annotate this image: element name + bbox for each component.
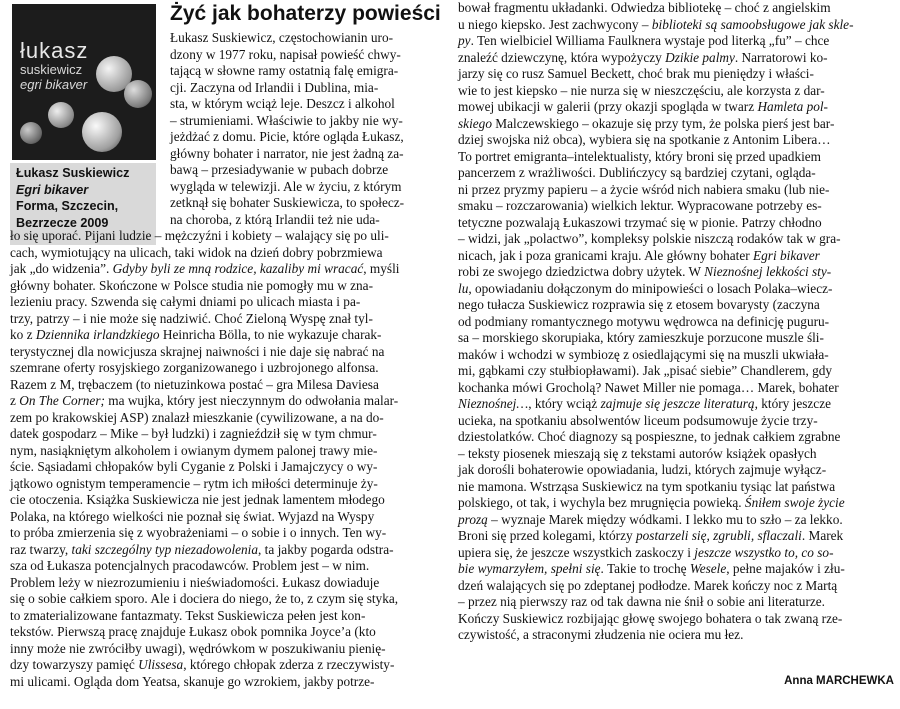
- text-line: nego tułacza Suskiewicz rozprawia się z etosem bovarysty (zaczyna: [458, 297, 820, 312]
- text-line: z On The Corner; ma wujka, który jest nieczynnym do odwołania malar-: [10, 393, 399, 408]
- text-line: zetknął się bohater Suskiewicza, to społecz-: [170, 195, 405, 210]
- text-line: py. Ten wielbiciel Williama Faulknera wystaje pod literką „fu” – chce: [458, 33, 830, 48]
- text-line: sa – morskiego skorupiaka, który zamieszkuje porzucone muszle śli-: [458, 330, 824, 345]
- text-line: główny bohater. Skończone w Polsce studia nie pomogły mu w zna-: [10, 277, 374, 293]
- text-line: Problem leży w niezrozumieniu i nieświadomości. Łukasz dowiaduje: [10, 574, 380, 590]
- text-line: Polaka, na którego wielkości nie poznał się świat. Wyjazd na Wyspy: [10, 508, 375, 524]
- text-line: cji. Zaczyna od Irlandii i Dublina, mia-: [170, 79, 379, 95]
- text-line: Broni się przed kolegami, którzy postarzeli się, zgrubli, sflaczali. Marek: [458, 528, 844, 543]
- text-line: znaleźć dziewczynę, która wypożyczy Dzikie palmy. Narratorowi ko-: [458, 49, 828, 65]
- text-line: upiera się, że jeszcze wszystkich zaskoczy i jeszcze wszystko to, co so-: [458, 544, 834, 560]
- text-line: na choroba, z którą Irlandii też nie uda-: [170, 211, 380, 227]
- text-line: jak dorośli bohaterowie opowiadania, ludzi, których zajmuje wyłącz-: [458, 462, 827, 477]
- article-column-1-upper: [170, 30, 448, 228]
- text-line: Łukasz Suskiewicz, częstochowianin uro-: [170, 30, 394, 45]
- text-line: nie mamona. Wstrząsa Suskiewicz na tym spotkaniu tysiąc lat państwa: [458, 478, 836, 494]
- caption-place-year: Bezrzecze 2009: [16, 215, 109, 230]
- caption-book-title: Egri bikaver: [16, 182, 89, 197]
- text-line: zem po krakowskiej ASP) znalazł mieszkanie (cywilizowane, a na do-: [10, 409, 384, 425]
- text-line: robi ze swojego dziedzictwa dobry użytek. W Nieznośnej lekkości sty-: [458, 264, 832, 279]
- text-line: mowej ubikacji w galerii (przy okazji spogląda w twarz Hamleta pol-: [458, 99, 828, 114]
- text-line: od podmiany romantycznego motywu wędrowca na definicję puguru-: [458, 313, 830, 329]
- author-signature: Anna MARCHEWKA: [784, 675, 894, 687]
- text-line: datek gospodarz – Mike – był ludzki) i zagnieździł się w tym chmur-: [10, 426, 377, 441]
- text-line: – strumieniami. Właściwie to jakby nie wy-: [170, 112, 403, 128]
- text-line: wygląda w telewizji. Ale w życiu, z którym: [170, 178, 402, 194]
- text-line: polskiego, ot tak, i wychyla bez mrugnięcia powieką. Śniłem swoje życie: [458, 495, 845, 510]
- text-line: bawą – przesiadywanie w pubach dobrze: [170, 162, 389, 177]
- text-line: – widzi, jak „polactwo”, kompleksy polskie niszczą rodaków tak w gra-: [458, 231, 841, 246]
- article-title: Żyć jak bohaterzy powieści: [170, 2, 441, 25]
- text-line: cach, wymiotujący na ulicach, taki widok na dzień dobry pobrzmiewa: [10, 244, 383, 260]
- text-line: dzony w 1977 roku, napisał powieść chwy-: [170, 46, 401, 62]
- text-line: czywistość, a straconymi złudzenia nie ociera mu łez.: [458, 627, 744, 642]
- text-line: cie otoczenia. Książka Suskiewicza nie jest jednak lamentem młodego: [10, 492, 385, 507]
- text-line: Nieznośnej…, który wciąż zajmuje się jeszcze literaturą, który jeszcze: [458, 396, 831, 411]
- text-line: bował fragmentu układanki. Odwiedza bibliotekę – choć z angielskim: [458, 0, 831, 15]
- text-line: – przez nią pierwszy raz od tak dawna nie śnił o sobie ani literaturze.: [458, 594, 825, 609]
- text-line: wie to jest kiepsko – nie nurza się w nieszczęściu, ale korzysta z dar-: [458, 82, 825, 98]
- cover-author-last: suskiewicz: [20, 62, 83, 77]
- cover-book-title: egri bikaver: [20, 77, 88, 92]
- billiard-ball-image: [124, 80, 152, 108]
- article-column-1-lower: [10, 228, 448, 690]
- text-line: Kończy Suskiewicz rozbijając głowę swojego bohatera o tak zwaną rze-: [458, 610, 843, 626]
- text-line: jak „do widzenia”. Gdyby byli ze mną rodzice, kazaliby mi wracać, myśli: [10, 261, 400, 276]
- text-line: lezieniu pracy. Szwenda się całymi dniami po ulicach miasta i pa-: [10, 294, 361, 309]
- text-line: Razem z M, trębaczem (to nietuzinkowa postać – gra Milesa Daviesa: [10, 376, 379, 392]
- text-line: ni przez pryzmy papieru – a życie wśród nich nabiera smaku (lub nie-: [458, 181, 830, 197]
- text-line: jarzy się co rusz Samuel Beckett, choć brak mu pieniędzy i właści-: [458, 66, 814, 81]
- text-line: mi, gąbkami czy stułbiopławami). Jak „pisać siebie” Chandlerem, gdy: [458, 363, 833, 378]
- text-line: dziej swojska niż obca), wybiera się na spotkanie z Antonim Libera…: [458, 132, 831, 147]
- text-line: dziestolatków. Choć diagnozy są pospieszne, to jednak całkiem zgrabne: [458, 429, 841, 444]
- text-line: nym, nasiąkniętym alkoholem i owianym dymem palonej trawy mie-: [10, 442, 378, 458]
- text-line: jeżdżać z domu. Picie, które ogląda Łukasz,: [170, 129, 404, 144]
- text-line: dzeń walających się po zdeptanej podłodze. Marek kończy noc z Martą: [458, 577, 838, 593]
- text-line: tającą w słowne ramy ostatnią falę emigra-: [170, 63, 399, 78]
- text-line: terystycznej dla nowicjusza skrajnej naiwności i nie daje się nabrać na: [10, 343, 385, 359]
- text-line: smaku – rozczarowania) wielkich lektur. Wypracowane potrzeby es-: [458, 198, 822, 213]
- text-line: sza od Łukasza potencjalnych pracodawców. Problem jest – w nim.: [10, 558, 370, 573]
- text-line: ście. Sąsiadami chłopaków byli Cyganie z Polski i Jamajczycy o wy-: [10, 459, 378, 474]
- text-line: sta, w którym wciąż leje. Deszcz i alkohol: [170, 96, 395, 111]
- text-line: szemrane oferty rosyjskiego zorganizowanego i uzbrojonego alfonsa.: [10, 360, 379, 375]
- caption-author: Łukasz Suskiewicz: [16, 166, 130, 180]
- text-line: to zmaterializowane fantazmaty. Tekst Suskiewicza pełen jest kon-: [10, 607, 366, 623]
- text-line: jątkowo ognistym temperamencie – rytm ich miłości determinuje ży-: [10, 475, 378, 491]
- caption-publisher: Forma, Szczecin,: [16, 199, 119, 214]
- book-cover-image: [12, 4, 156, 160]
- text-line: tekstów. Pierwszą pracę znajduje Łukasz obok pomnika Joyce’a (kto: [10, 624, 376, 639]
- billiard-ball-image: [82, 112, 122, 152]
- text-line: To portret emigranta–intelektualisty, który broni się przed upadkiem: [458, 148, 822, 164]
- text-line: ko z Dziennika irlandzkiego Heinricha Bölla, to nie wykazuje charak-: [10, 327, 382, 342]
- text-line: nicach, jak i poza granicami kraju. Ale główny bohater Egri bikaver: [458, 247, 820, 263]
- text-line: skiego Malczewskiego – okazuje się przy tym, że polska pierś jest bar-: [458, 115, 835, 131]
- text-line: inny może nie zwróciłby uwagi), wędrówkom w poszukiwaniu pienię-: [10, 640, 386, 656]
- text-line: tetyczne pozwalają Łukaszowi trzymać się w pionie. Patrzy chłodno: [458, 214, 822, 230]
- text-line: mi ulicami. Ogląda dom Yeatsa, skanuje go wzrokiem, jakby potrze-: [10, 673, 375, 689]
- text-line: ucieka, na spotkaniu absolwentów liceum podsumowuje życie trzy-: [458, 412, 818, 428]
- text-line: maków i wchodzi w symbiozę z osiedlającymi się na muszli ukwiała-: [458, 346, 829, 362]
- text-line: pancerzem z wrażliwości. Dublińczycy są bardziej czytani, ogląda-: [458, 165, 816, 180]
- cover-author-first: łukasz: [20, 38, 89, 63]
- billiard-ball-image: [20, 122, 42, 144]
- text-line: – teksty piosenek mieszają się z tekstami autorów książek opasłych: [458, 445, 817, 461]
- text-line: prozą – wyznaje Marek między wódkami. I lekko mu to szło – za lekko.: [458, 511, 843, 527]
- text-line: u niego kiepsko. Jest zachwycony – biblioteki są samoobsługowe jak skle-: [458, 16, 854, 32]
- text-line: lu, opowiadaniu dołączonym do minipowieści o losach Polaka–wiecz-: [458, 280, 833, 296]
- text-line: trzy, patrzy – i nie może się nadziwić. Choć Zieloną Wyspę znał tyl-: [10, 310, 373, 326]
- billiard-ball-image: [48, 102, 74, 128]
- text-line: bie wymarzyłem, spełni się. Takie to trochę Wesele, pełne majaków i złu-: [458, 561, 845, 576]
- text-line: dzy towarzyszy pamięć Ulissesa, którego chłopak zderza z rzeczywisty-: [10, 657, 395, 672]
- text-line: ło się uporać. Pijani ludzie – mężczyźni i kobiety – walający się po uli-: [10, 228, 389, 243]
- text-line: się o sobie całkiem sporo. Ale i dociera do niego, że to, z czym się styka,: [10, 591, 399, 606]
- text-line: główny bohater i narrator, nie jest żadną za-: [170, 145, 404, 161]
- text-line: raz twarzy, taki szczególny typ niezadowolenia, ta jakby pogarda odstra-: [10, 541, 394, 557]
- text-line: to próba zmierzenia się z wyobrażeniami – o sobie i o innych. Ten wy-: [10, 525, 387, 540]
- text-line: kochanka mówi Grocholą? Nawet Miller nie pomaga… Marek, bohater: [458, 379, 839, 395]
- article-column-2: [458, 0, 898, 644]
